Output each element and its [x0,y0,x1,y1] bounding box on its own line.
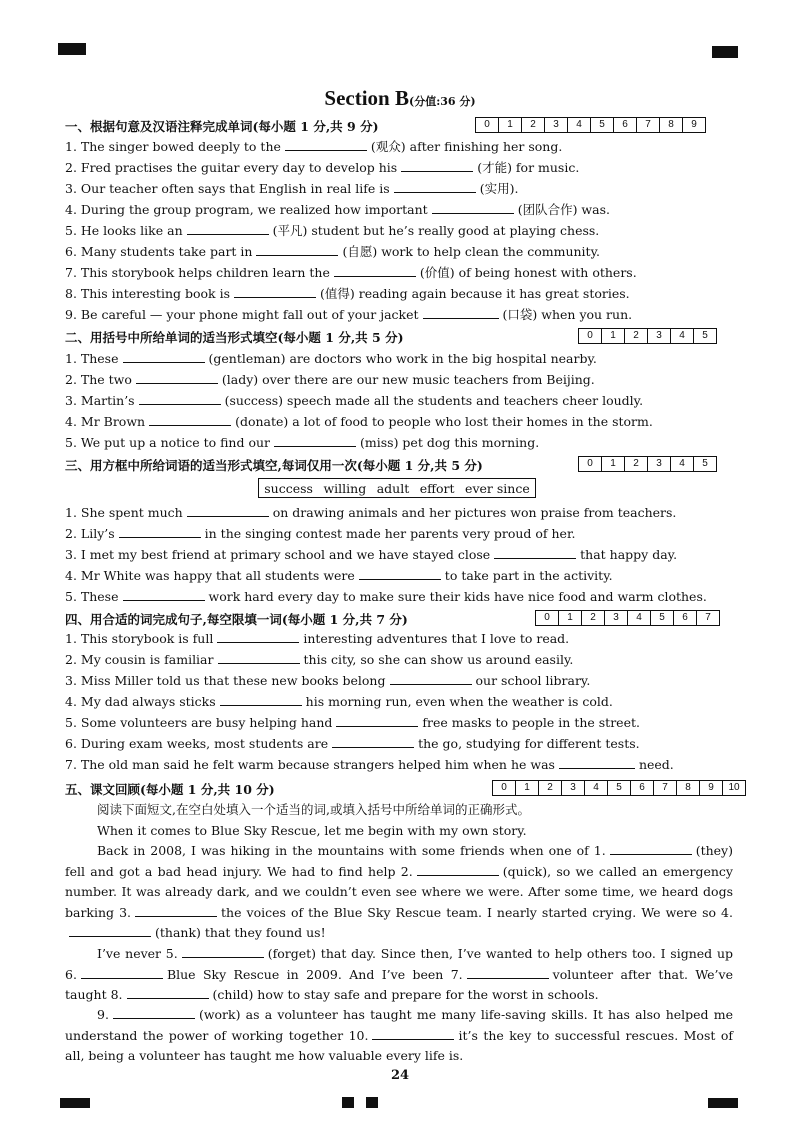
question-line: 5. Some volunteers are busy helping hand free masks to people in the street. [65,715,640,730]
passage-paragraph-2: I’ve never 5. (forget) that day. Since then, I’ve wanted to help others too. I signed up 6. Blue Sky Rescue in 2009. And I’ve been 7. volunteer after that. We’ve taught 8. (child) how to stay safe and prepare for the worst in schools. [65,946,733,1003]
passage-paragraph-1: Back in 2008, I was hiking in the mountains with some friends when one of 1. (they) fell and got a bad head injury. We had to find help 2. (quick), so we called an emergency number. It was already dark, and we couldn’t even see where we were. After some time, we heard dogs barking 3. the voices of the Blue Sky Rescue team. I nearly started crying. We were so 4.(thank) that they found us! [65,843,733,941]
answer-blank[interactable] [217,630,299,643]
answer-blank[interactable] [423,306,499,319]
answer-blank[interactable] [332,735,414,748]
question-line: 2. My cousin is familiar this city, so she can show us around easily. [65,652,574,667]
question-line: 3. Miss Miller told us that these new books belong our school library. [65,673,591,688]
score-grid-4: 0 1 2 3 4 5 6 7 [535,610,720,626]
word-option: willing [323,480,367,496]
question-line: 2. Fred practises the guitar every day to develop his (才能) for music. [65,160,580,175]
score-grid-1: 0 1 2 3 4 5 6 7 8 9 [475,117,706,133]
question-line: 6. During exam weeks, most students are the go, studying for different tests. [65,736,640,751]
question-line: 4. Mr White was happy that all students were to take part in the activity. [65,568,613,583]
word-option: success [264,480,313,496]
question-line: 5. He looks like an (平凡) student but he’s really good at playing chess. [65,223,600,238]
question-line: 5. These work hard every day to make sure their kids have nice food and warm clothes. [65,589,707,604]
answer-blank[interactable] [187,504,269,517]
passage-intro: When it comes to Blue Sky Rescue, let me begin with my own story. [97,823,527,838]
question-line: 3. Our teacher often says that English in real life is (实用). [65,181,519,196]
answer-blank[interactable] [136,371,218,384]
answer-blank[interactable] [417,863,499,876]
question-line: 9. Be careful — your phone might fall out of your jacket (口袋) when you run. [65,307,633,322]
answer-blank[interactable] [135,904,217,917]
answer-blank[interactable] [123,350,205,363]
question-line: 4. During the group program, we realized how important (团队合作) was. [65,202,610,217]
section-5-heading: 五、课文回顾(每小题 1 分,共 10 分) [65,782,275,797]
section-4-heading: 四、用合适的词完成句子,每空限填一词(每小题 1 分,共 7 分) [65,612,408,627]
registration-mark-bottom-center-2 [366,1097,378,1108]
score-grid-2: 0 1 2 3 4 5 [578,328,717,344]
answer-blank[interactable] [394,180,476,193]
answer-blank[interactable] [432,201,514,214]
registration-mark-bottom-center-1 [342,1097,354,1108]
registration-mark-bottom-right [708,1098,738,1108]
word-option: effort [419,480,455,496]
page-title [0,86,800,111]
question-line: 3. I met my best friend at primary school and we have stayed close that happy day. [65,547,678,562]
answer-blank[interactable] [218,651,300,664]
answer-blank[interactable] [285,138,367,151]
answer-blank[interactable] [274,434,356,447]
word-option: adult [376,480,410,496]
answer-blank[interactable] [113,1006,195,1019]
registration-mark-top-right [712,46,738,58]
question-line: 1. The singer bowed deeply to the (观众) after finishing her song. [65,139,563,154]
question-line: 3. Martin’s (success) speech made all the students and teachers cheer loudly. [65,393,644,408]
question-line: 8. This interesting book is (值得) reading again because it has great stories. [65,286,630,301]
passage-paragraph-3: 9. (work) as a volunteer has taught me many life-saving skills. It has also helped me understand the power of working together 10. it’s the key to successful rescues. Most of all, being a volunteer has taught me how valuable every life is. [65,1007,733,1064]
question-line: 1. This storybook is full interesting adventures that I love to read. [65,631,570,646]
answer-blank[interactable] [69,924,151,937]
question-line: 2. Lily’s in the singing contest made her parents very proud of her. [65,526,576,541]
registration-mark-bottom-left [60,1098,90,1108]
question-line: 7. This storybook helps children learn the (价值) of being honest with others. [65,265,637,280]
word-box [258,478,536,498]
page-number: 24 [390,1068,410,1083]
answer-blank[interactable] [610,842,692,855]
question-line: 5. We put up a notice to find our (miss) pet dog this morning. [65,435,540,450]
question-line: 6. Many students take part in (自愿) work to help clean the community. [65,244,600,259]
answer-blank[interactable] [401,159,473,172]
section-2-heading: 二、用括号中所给单词的适当形式填空(每小题 1 分,共 5 分) [65,330,404,345]
question-line: 2. The two (lady) over there are our new music teachers from Beijing. [65,372,595,387]
answer-blank[interactable] [220,693,302,706]
question-line: 4. My dad always sticks his morning run, even when the weather is cold. [65,694,613,709]
answer-blank[interactable] [187,222,269,235]
answer-blank[interactable] [81,966,163,979]
answer-blank[interactable] [182,945,264,958]
score-grid-3: 0 1 2 3 4 5 [578,456,717,472]
question-line: 4. Mr Brown (donate) a lot of food to people who lost their homes in the storm. [65,414,653,429]
answer-blank[interactable] [127,986,209,999]
answer-blank[interactable] [467,966,549,979]
section-1-heading: 一、根据句意及汉语注释完成单词(每小题 1 分,共 9 分) [65,119,379,134]
answer-blank[interactable] [149,413,231,426]
question-line: 7. The old man said he felt warm because strangers helped him when he was need. [65,757,674,772]
score-grid-5: 0 1 2 3 4 5 6 7 8 9 10 [492,780,746,796]
registration-mark-top-left [58,43,86,55]
answer-blank[interactable] [559,756,635,769]
question-line: 1. These (gentleman) are doctors who work in the big hospital nearby. [65,351,597,366]
answer-blank[interactable] [139,392,221,405]
answer-blank[interactable] [123,588,205,601]
answer-blank[interactable] [359,567,441,580]
answer-blank[interactable] [390,672,472,685]
answer-blank[interactable] [372,1027,454,1040]
answer-blank[interactable] [334,264,416,277]
answer-blank[interactable] [234,285,316,298]
section-title: Section B [324,86,409,110]
word-option: ever since [465,480,530,496]
answer-blank[interactable] [494,546,576,559]
answer-blank[interactable] [336,714,418,727]
answer-blank[interactable] [119,525,201,538]
section-3-heading: 三、用方框中所给词语的适当形式填空,每词仅用一次(每小题 1 分,共 5 分) [65,458,483,473]
passage-instruction: 阅读下面短文,在空白处填入一个适当的词,或填入括号中所给单词的正确形式。 [97,802,530,817]
answer-blank[interactable] [256,243,338,256]
section-score-note: (分值:36 分) [408,95,476,108]
question-line: 1. She spent much on drawing animals and her pictures won praise from teachers. [65,505,677,520]
